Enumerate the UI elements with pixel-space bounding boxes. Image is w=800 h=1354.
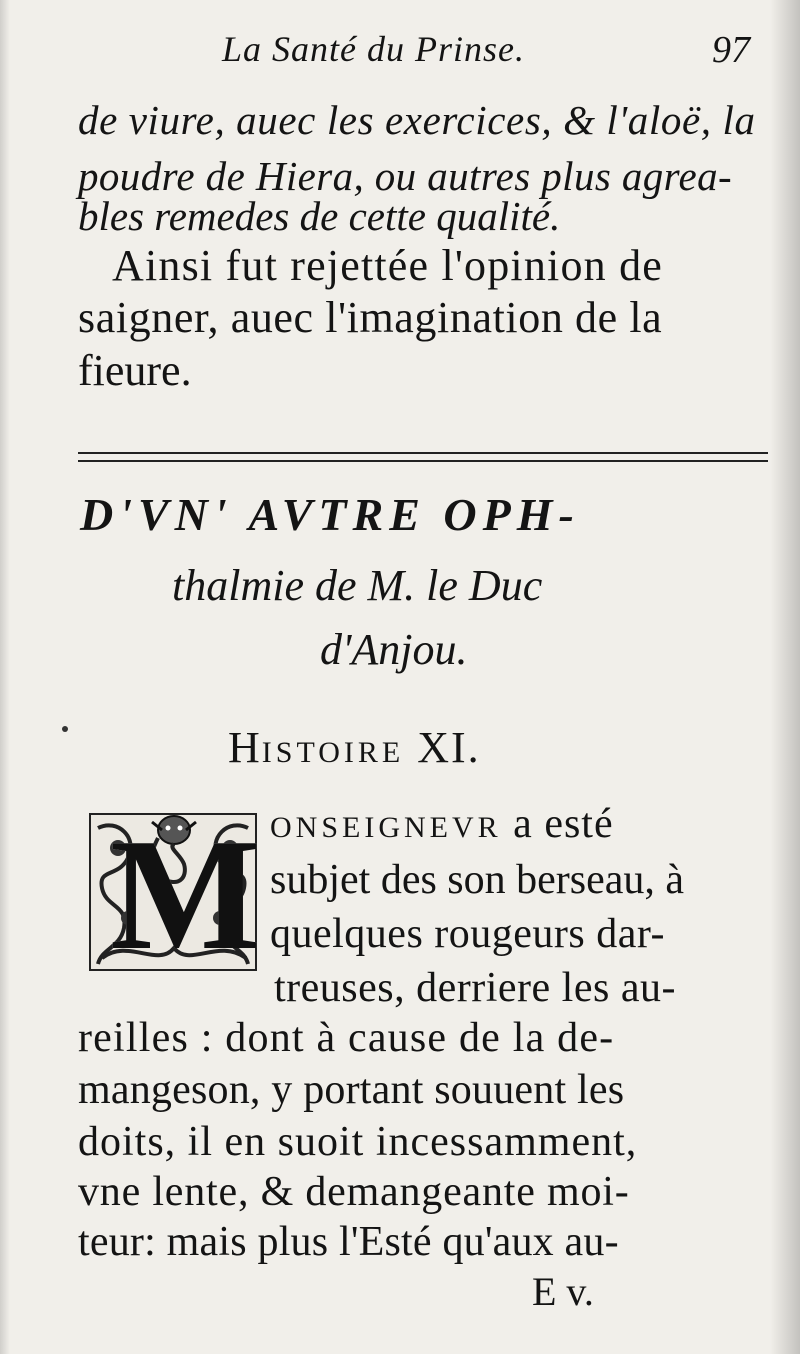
body-text-line-6: mangeson, y portant souuent les bbox=[78, 1067, 625, 1113]
body-text-line-1-rest: a esté bbox=[513, 801, 614, 847]
body-text-line-9: teur: mais plus l'Esté qu'aux au- bbox=[78, 1219, 619, 1265]
decorated-initial-m bbox=[88, 805, 262, 983]
running-head-title: La Santé du Prinse. bbox=[222, 29, 525, 69]
body-text-line-4: treuses, derriere les au- bbox=[274, 965, 676, 1011]
history-title-first-letter: H bbox=[228, 723, 262, 772]
body-text-line-1 bbox=[270, 800, 614, 848]
history-title-numeral: XI. bbox=[417, 723, 481, 772]
body-text-line-1-small-caps: ONSEIGNEVR bbox=[270, 811, 502, 844]
history-title bbox=[228, 722, 481, 773]
paragraph-2-line-1: Ainsi fut rejettée l'opinion de bbox=[112, 241, 663, 290]
body-text-line-3: quelques rougeurs dar- bbox=[270, 911, 666, 957]
page-number: 97 bbox=[712, 29, 750, 71]
section-heading-line-2: thalmie de M. le Duc bbox=[172, 561, 543, 610]
signature-mark: E v. bbox=[532, 1269, 594, 1314]
section-heading-line-1: D'VN' AVTRE OPH- bbox=[80, 489, 580, 540]
body-text-line-2: subjet des son berseau, à bbox=[270, 857, 685, 903]
body-text-line-7: doits, il en suoit incessamment, bbox=[78, 1119, 638, 1165]
previous-text-line-3: bles remedes de cette qualité. bbox=[78, 193, 561, 239]
body-text-line-5: reilles : dont à cause de la de- bbox=[78, 1015, 615, 1061]
previous-text-line-2: poudre de Hiera, ou autres plus agrea- bbox=[78, 153, 733, 199]
paragraph-2-line-2: saigner, auec l'imagination de la bbox=[78, 293, 663, 342]
paragraph-2-line-3: fieure. bbox=[78, 346, 192, 395]
previous-text-line-1: de viure, auec les exercices, & l'aloë, la bbox=[78, 97, 756, 143]
body-text-line-8: vne lente, & demangeante moi- bbox=[78, 1169, 630, 1215]
section-heading-line-3: d'Anjou. bbox=[320, 625, 468, 674]
page-left-shadow bbox=[0, 0, 10, 1354]
page-right-shadow bbox=[770, 0, 800, 1354]
ink-dot bbox=[62, 726, 68, 732]
decorated-initial-letter: M bbox=[110, 805, 262, 983]
section-divider-rule bbox=[78, 452, 768, 462]
history-title-small-caps: ISTOIRE bbox=[261, 736, 405, 769]
